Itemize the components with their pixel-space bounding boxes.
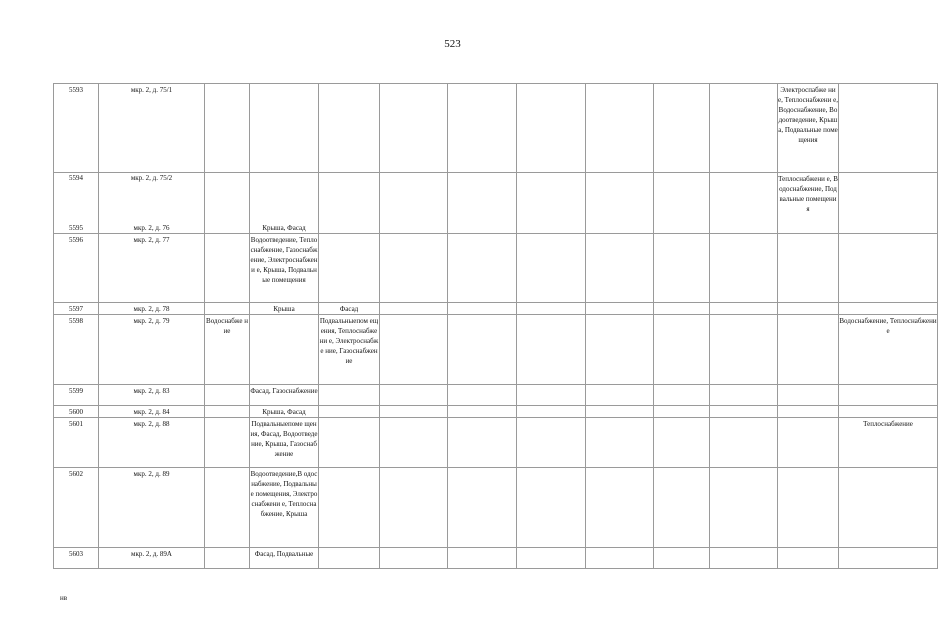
works-cell: Водоснабжение, Теплоснабжение <box>839 315 938 385</box>
works-cell: Водоотведение, Теплоснабжение, Газоснабжение, Электроснабжени е, Крыша, Подвальные помещения <box>250 234 319 303</box>
works-cell: Подвальныепоме щения, Фасад, Водоотведение, Крыша, Газоснабжение <box>250 418 319 468</box>
table-row <box>54 418 938 468</box>
row-number: 5594 <box>69 174 83 182</box>
works-cell: Водоотведение,В одоснабжение, Подвальные помещения, Электроснабжени е, Теплоснабжение, Крыша <box>250 468 319 548</box>
table-row <box>54 303 938 315</box>
table-row <box>54 315 938 385</box>
row-number: 5603 <box>54 548 99 569</box>
row-address: мкр. 2, д. 78 <box>99 303 205 315</box>
row-number: 5595 <box>69 224 83 232</box>
works-cell: Фасад, Газоснабжение <box>250 385 319 406</box>
row-address: мкр. 2, д. 83 <box>99 385 205 406</box>
table-row <box>54 468 938 548</box>
table-row <box>54 84 938 173</box>
row-address: мкр. 2, д. 79 <box>99 315 205 385</box>
row-address: мкр. 2, д. 89 <box>99 468 205 548</box>
works-cell: Подвальныепом ещения, Теплоснабжени е, Электроснабже ние, Газоснабжение <box>319 315 380 385</box>
works-cell: Крыша <box>250 303 319 315</box>
works-cell: Электроспабже ние, Теплоснабжени е, Водоснабжение, Водоотведение, Крыша, Подвальные помещения <box>778 84 839 173</box>
page-number: 523 <box>444 38 461 50</box>
table-row <box>54 406 938 418</box>
row-address: мкр. 2, д. 89А <box>99 548 205 569</box>
works-cell: Теплоснабжение <box>839 418 938 468</box>
register-table <box>53 83 938 569</box>
row-number: 5602 <box>54 468 99 548</box>
works-cell: Крыша, Фасад <box>262 224 306 232</box>
row-address: мкр. 2, д. 84 <box>99 406 205 418</box>
row-number: 5599 <box>54 385 99 406</box>
works-cell: Теплоснабжени е, Водоснабжение, Подвальные помещения <box>778 173 839 234</box>
row-number: 5596 <box>54 234 99 303</box>
row-number: 5597 <box>54 303 99 315</box>
table-row <box>54 234 938 303</box>
works-cell: Фасад, Подвальные <box>250 548 319 569</box>
row-number: 5598 <box>54 315 99 385</box>
row-address: мкр. 2, д. 75/2 <box>130 174 173 182</box>
row-address: мкр. 2, д. 88 <box>99 418 205 468</box>
table-row <box>54 385 938 406</box>
works-cell: Крыша, Фасад <box>250 406 319 418</box>
works-cell: Водоснабже ние <box>205 315 250 385</box>
row-number: 5601 <box>54 418 99 468</box>
table-row <box>54 173 938 234</box>
row-number: 5593 <box>54 84 99 173</box>
row-address: мкр. 2, д. 77 <box>99 234 205 303</box>
table-row <box>54 548 938 569</box>
row-number: 5600 <box>54 406 99 418</box>
row-address: мкр. 2, д. 76 <box>133 224 170 232</box>
row-address: мкр. 2, д. 75/1 <box>99 84 205 173</box>
footer-mark: нв <box>60 594 68 602</box>
works-cell: Фасад <box>319 303 380 315</box>
